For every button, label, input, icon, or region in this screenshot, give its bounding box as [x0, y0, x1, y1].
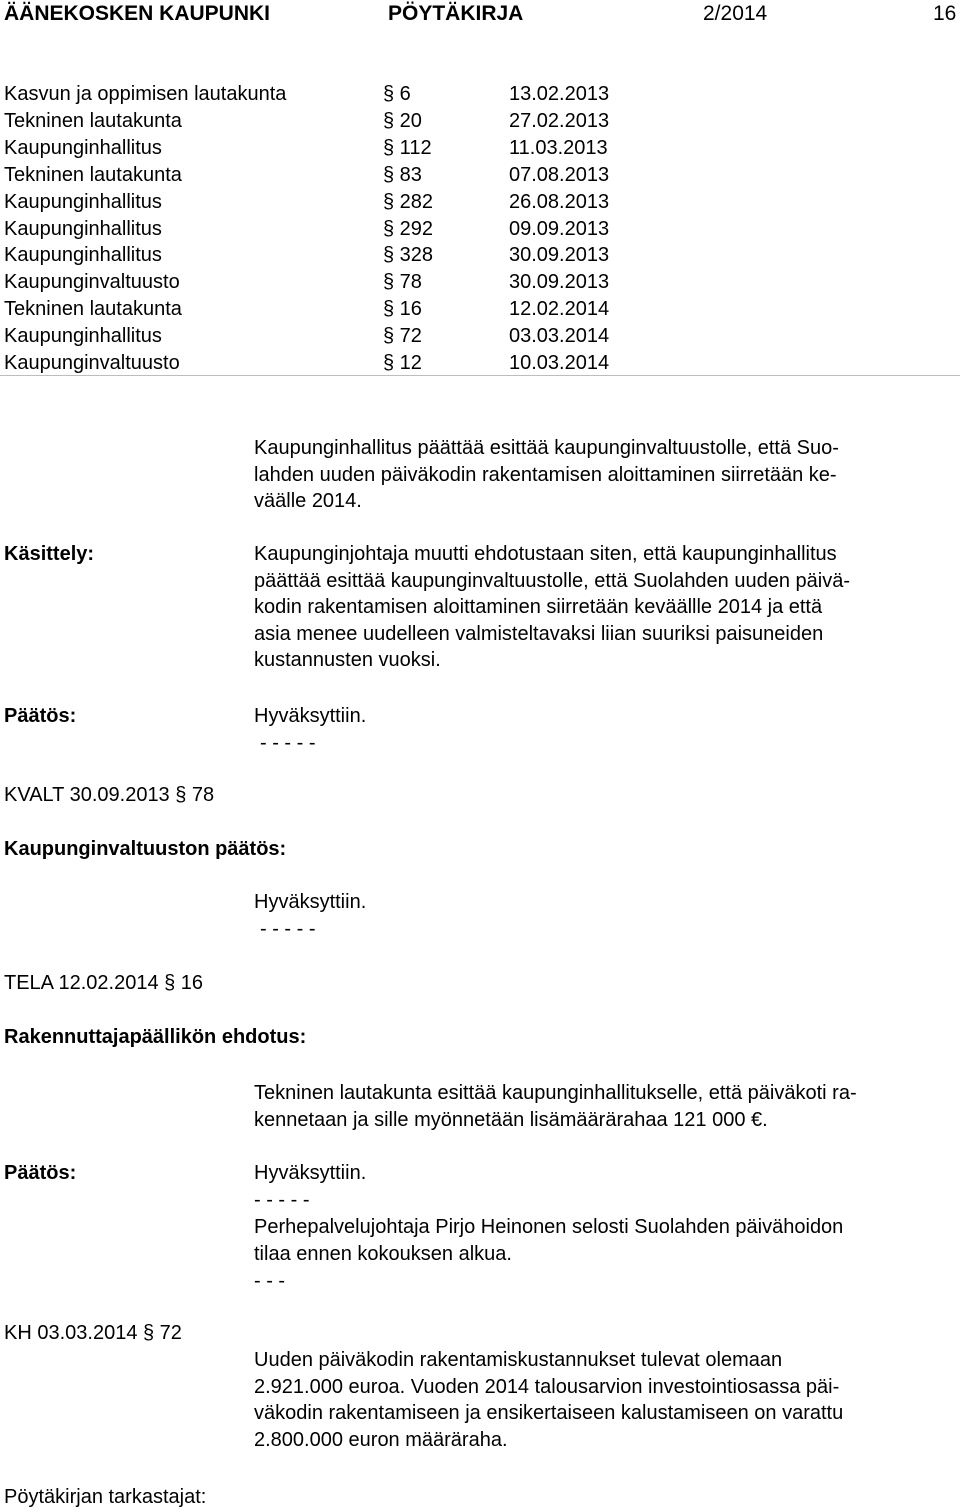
text-line: väkodin rakentamiseen ja ensikertaiseen kalustamiseen on varattu — [254, 1402, 844, 1425]
history-section: § 83 — [383, 164, 422, 186]
tela-proposal-text — [254, 1080, 954, 1133]
text-line: lahden uuden päiväkodin rakentamisen aloittaminen siirretään ke- — [254, 463, 837, 486]
section-separator: - - - - - — [254, 1189, 310, 1211]
kh-reference: KH 03.03.2014 § 72 — [4, 1322, 182, 1344]
text-line: 2.800.000 euron määräraha. — [254, 1428, 508, 1451]
tela-heading: Rakennuttajapäällikön ehdotus: — [4, 1026, 307, 1048]
text-line: tilaa ennen kokouksen alkua. — [254, 1242, 512, 1265]
history-date: 03.03.2014 — [509, 325, 610, 347]
history-date: 12.02.2014 — [509, 298, 610, 320]
history-section: § 112 — [383, 137, 432, 159]
text-line: päättää esittää kaupunginvaltuustolle, että Suolahden uuden päivä- — [254, 569, 851, 592]
processing-label: Käsittely: — [4, 543, 95, 565]
text-line: Tekninen lautakunta esittää kaupunginhallitukselle, että päiväkoti ra- — [254, 1082, 857, 1104]
text-line: kustannusten vuoksi. — [254, 649, 441, 672]
history-section: § 20 — [383, 110, 422, 132]
history-section: § 6 — [383, 83, 411, 105]
page-number: 16 — [933, 2, 957, 25]
section-separator: - - - — [254, 1270, 286, 1292]
decision-label: Päätös: — [4, 705, 77, 727]
history-date: 10.03.2014 — [509, 352, 610, 374]
history-body: Kaupunginhallitus — [4, 218, 162, 240]
kvalt-heading: Kaupunginvaltuuston päätös: — [4, 838, 287, 860]
decision-text: Hyväksyttiin. — [254, 705, 367, 727]
history-date: 09.09.2013 — [509, 218, 610, 240]
section-separator: - - - - - — [260, 918, 316, 940]
section-separator: - - - - - — [260, 732, 316, 754]
history-section: § 16 — [383, 298, 422, 320]
history-date: 30.09.2013 — [509, 271, 610, 293]
history-body: Kaupunginhallitus — [4, 137, 162, 159]
processing-text — [254, 541, 954, 674]
document-number: 2/2014 — [703, 2, 768, 25]
history-body: Kaupunginvaltuusto — [4, 271, 180, 293]
text-line: Kaupunginhallitus päättää esittää kaupunginvaltuustolle, että Suo- — [254, 437, 839, 459]
text-line: kodin rakentamisen aloittaminen siirretään keväällle 2014 ja että — [254, 596, 823, 619]
text-line: Kaupunginjohtaja muutti ehdotustaan siten, että kaupunginhallitus — [254, 543, 837, 565]
tela-note-text — [254, 1214, 954, 1267]
history-body: Tekninen lautakunta — [4, 298, 182, 320]
history-section: § 292 — [383, 218, 434, 240]
history-date: 26.08.2013 — [509, 191, 610, 213]
history-section: § 328 — [383, 244, 434, 266]
municipality-name: ÄÄNEKOSKEN KAUPUNKI — [4, 2, 271, 25]
history-date: 27.02.2013 — [509, 110, 610, 132]
history-body: Kasvun ja oppimisen lautakunta — [4, 83, 287, 105]
history-date: 30.09.2013 — [509, 244, 610, 266]
text-line: väälle 2014. — [254, 490, 362, 513]
kh-proposal-text — [254, 435, 954, 515]
tela-decision: Hyväksyttiin. — [254, 1162, 367, 1184]
text-line: kennetaan ja sille myönnetään lisämäärärahaa 121 000 €. — [254, 1108, 768, 1131]
minutes-examiners-label: Pöytäkirjan tarkastajat: — [4, 1486, 207, 1508]
text-line: asia menee uudelleen valmisteltavaksi liian suuriksi paisuneiden — [254, 622, 824, 645]
tela-reference: TELA 12.02.2014 § 16 — [4, 972, 204, 994]
kvalt-reference: KVALT 30.09.2013 § 78 — [4, 784, 215, 806]
document-type: PÖYTÄKIRJA — [388, 2, 524, 25]
text-line: Uuden päiväkodin rakentamiskustannukset tulevat olemaan — [254, 1349, 783, 1371]
history-divider — [0, 375, 960, 376]
history-body: Tekninen lautakunta — [4, 164, 182, 186]
history-section: § 12 — [383, 352, 422, 374]
history-section: § 78 — [383, 271, 422, 293]
tela-decision-label: Päätös: — [4, 1162, 77, 1184]
history-body: Kaupunginhallitus — [4, 325, 162, 347]
history-date: 13.02.2013 — [509, 83, 610, 105]
history-body: Kaupunginhallitus — [4, 244, 162, 266]
history-date: 07.08.2013 — [509, 164, 610, 186]
history-body: Kaupunginvaltuusto — [4, 352, 180, 374]
kvalt-decision: Hyväksyttiin. — [254, 891, 367, 913]
history-date: 11.03.2013 — [509, 137, 608, 159]
history-body: Kaupunginhallitus — [4, 191, 162, 213]
text-line: 2.921.000 euroa. Vuoden 2014 talousarvion investointiosassa päi- — [254, 1375, 840, 1398]
kh-text — [254, 1347, 954, 1453]
text-line: Perhepalvelujohtaja Pirjo Heinonen selosti Suolahden päivähoidon — [254, 1216, 844, 1238]
history-body: Tekninen lautakunta — [4, 110, 182, 132]
history-section: § 72 — [383, 325, 422, 347]
history-section: § 282 — [383, 191, 434, 213]
